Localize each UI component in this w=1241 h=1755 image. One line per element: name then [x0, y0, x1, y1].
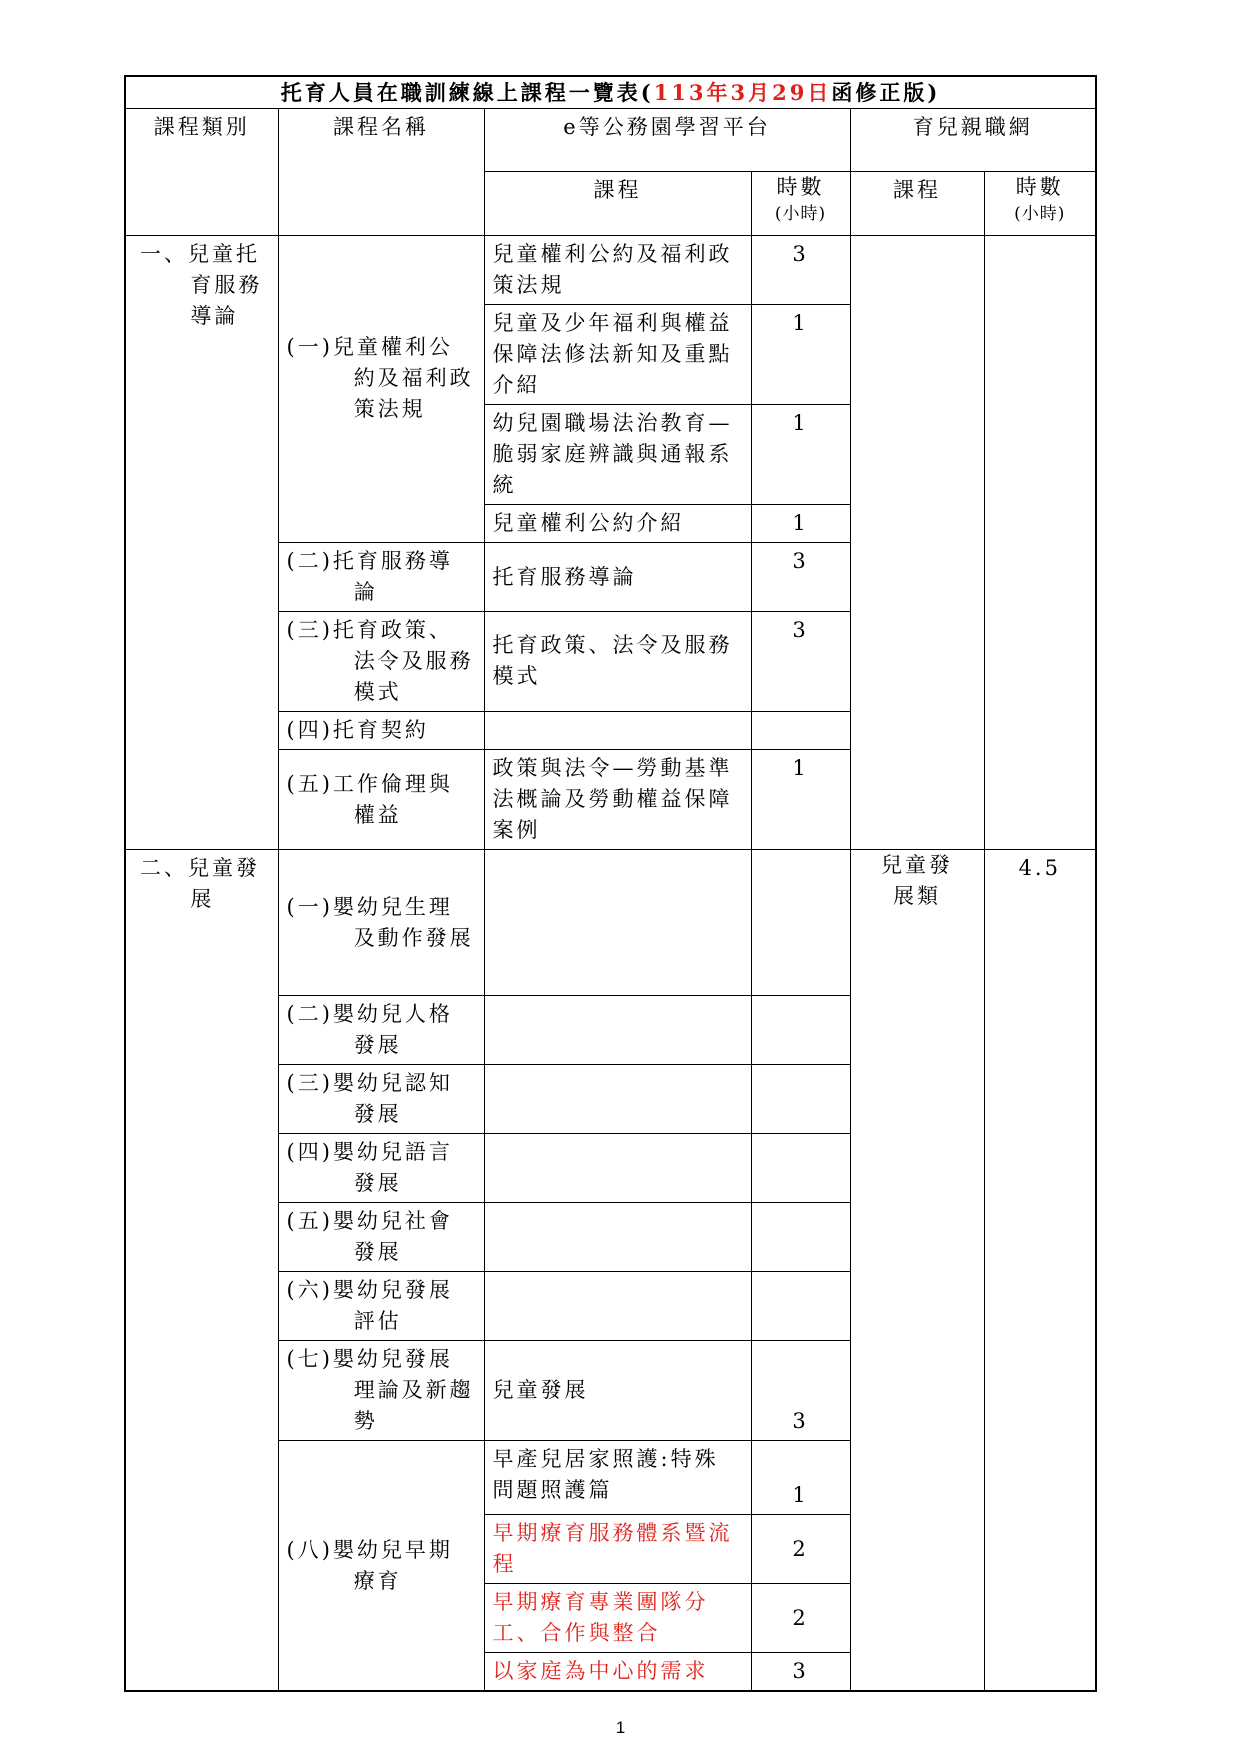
course-name-cell: (五)嬰幼兒社會發展 — [278, 1203, 484, 1272]
parenting-course-cell — [850, 236, 984, 850]
course-cell — [484, 850, 751, 996]
course-cell: 以家庭為中心的需求 — [484, 1653, 751, 1692]
course-name-cell: (二)托育服務導論 — [278, 543, 484, 612]
hours-cell: 1 — [751, 1441, 850, 1515]
category-cell-1: 一、兒童托育服務導論 — [125, 236, 278, 850]
header-course-2: 課程 — [850, 172, 984, 236]
course-cell: 兒童權利公約介紹 — [484, 505, 751, 543]
hours-cell: 1 — [751, 750, 850, 850]
parenting-course-cell: 兒童發展類 — [850, 850, 984, 1692]
header-category: 課程類別 — [125, 109, 278, 236]
course-cell: 早產兒居家照護:特殊問題照護篇 — [484, 1441, 751, 1515]
header-platform-parenting: 育兒親職網 — [850, 109, 1096, 172]
hours-cell — [751, 712, 850, 750]
course-cell — [484, 996, 751, 1065]
hours-cell — [751, 1272, 850, 1341]
course-cell: 早期療育服務體系暨流程 — [484, 1515, 751, 1584]
hours-cell: 1 — [751, 305, 850, 405]
hours-cell: 3 — [751, 612, 850, 712]
header-hours-1: 時數 (小時) — [751, 172, 850, 236]
hours-cell: 3 — [751, 543, 850, 612]
hours-cell — [751, 1203, 850, 1272]
course-name-cell: (二)嬰幼兒人格發展 — [278, 996, 484, 1065]
course-name-cell: (五)工作倫理與權益 — [278, 750, 484, 850]
hours-cell: 3 — [751, 1341, 850, 1441]
hours-cell — [751, 1065, 850, 1134]
hours-cell — [751, 1134, 850, 1203]
course-name-cell: (三)嬰幼兒認知發展 — [278, 1065, 484, 1134]
header-platform-e-learning: e等公務園學習平台 — [484, 109, 850, 172]
course-name-cell: (八)嬰幼兒早期療育 — [278, 1441, 484, 1692]
category-cell-2: 二、兒童發展 — [125, 850, 278, 1692]
course-cell: 政策與法令—勞動基準法概論及勞動權益保障案例 — [484, 750, 751, 850]
page-number: 1 — [615, 1718, 626, 1737]
course-cell: 兒童及少年福利與權益保障法修法新知及重點介紹 — [484, 305, 751, 405]
course-cell: 幼兒園職場法治教育—脆弱家庭辨識與通報系統 — [484, 405, 751, 505]
course-cell — [484, 1272, 751, 1341]
hours-cell — [751, 850, 850, 996]
course-cell: 兒童權利公約及福利政策法規 — [484, 236, 751, 305]
hours-cell: 2 — [751, 1515, 850, 1584]
course-table — [124, 75, 1097, 1692]
revision-date: 113年3月29日 — [653, 80, 832, 105]
hours-cell: 1 — [751, 505, 850, 543]
course-cell: 托育服務導論 — [484, 543, 751, 612]
course-name-cell: (七)嬰幼兒發展理論及新趨勢 — [278, 1341, 484, 1441]
header-course-name: 課程名稱 — [278, 109, 484, 236]
hours-cell: 3 — [751, 236, 850, 305]
parenting-hours-cell: 4.5 — [984, 850, 1096, 1692]
course-cell: 托育政策、法令及服務模式 — [484, 612, 751, 712]
header-hours-2: 時數 (小時) — [984, 172, 1096, 236]
course-cell — [484, 1203, 751, 1272]
header-course-1: 課程 — [484, 172, 751, 236]
course-cell — [484, 1065, 751, 1134]
hours-cell: 2 — [751, 1584, 850, 1653]
course-name-cell: (四)嬰幼兒語言發展 — [278, 1134, 484, 1203]
course-name-cell: (一)嬰幼兒生理及動作發展 — [278, 850, 484, 996]
course-name-cell: (三)托育政策、法令及服務模式 — [278, 612, 484, 712]
hours-cell: 1 — [751, 405, 850, 505]
hours-cell: 3 — [751, 1653, 850, 1692]
course-cell: 早期療育專業團隊分工、合作與整合 — [484, 1584, 751, 1653]
table-title: 托育人員在職訓練線上課程一覽表(113年3月29日函修正版) — [125, 76, 1096, 109]
course-name-cell: (六)嬰幼兒發展評估 — [278, 1272, 484, 1341]
course-cell: 兒童發展 — [484, 1341, 751, 1441]
hours-cell — [751, 996, 850, 1065]
course-cell — [484, 1134, 751, 1203]
parenting-hours-cell — [984, 236, 1096, 850]
course-cell — [484, 712, 751, 750]
course-name-cell: (一)兒童權利公約及福利政策法規 — [278, 236, 484, 543]
course-name-cell: (四)托育契約 — [278, 712, 484, 750]
